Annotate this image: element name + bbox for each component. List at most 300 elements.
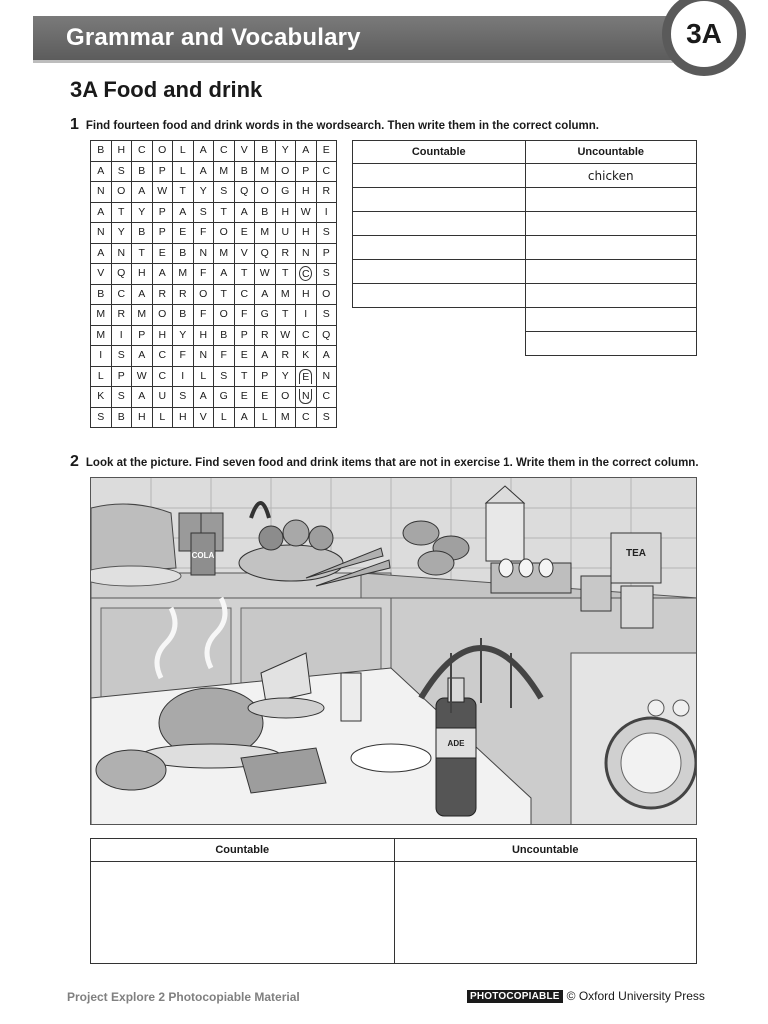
wordsearch-letter: A — [138, 349, 146, 362]
wordsearch-cell[interactable] — [111, 407, 132, 428]
wordsearch-letter: A — [138, 287, 146, 300]
wordsearch-letter: P — [158, 226, 166, 239]
wordsearch-cell[interactable] — [255, 284, 276, 305]
wordsearch-cell[interactable] — [152, 161, 173, 182]
uncountable-answer-cell[interactable] — [525, 332, 698, 356]
wordsearch-cell[interactable] — [91, 264, 112, 285]
wordsearch-cell[interactable] — [91, 182, 112, 203]
table-row — [352, 164, 697, 188]
wordsearch-letter: O — [260, 185, 269, 198]
wordsearch-letter: V — [97, 267, 105, 280]
countable-answer-cell[interactable] — [352, 188, 525, 212]
wordsearch-cell[interactable] — [234, 141, 255, 162]
wordsearch-cell[interactable] — [111, 182, 132, 203]
wordsearch-cell[interactable] — [275, 346, 296, 367]
wordsearch-letter: C — [301, 410, 310, 423]
uncountable-answer-cell[interactable] — [525, 212, 698, 236]
wordsearch-cell[interactable] — [152, 284, 173, 305]
wordsearch-cell[interactable] — [275, 202, 296, 223]
wordsearch-cell[interactable] — [214, 141, 235, 162]
wordsearch-letter: N — [199, 349, 208, 362]
wordsearch-letter: I — [181, 369, 185, 382]
bottle-label: ADE — [447, 739, 465, 748]
wordsearch-cell[interactable] — [275, 325, 296, 346]
exercise-2-instruction — [70, 453, 699, 471]
wordsearch-letter: P — [240, 328, 248, 341]
wordsearch-letter: A — [97, 205, 105, 218]
wordsearch-cell[interactable] — [152, 325, 173, 346]
wordsearch-letter: A — [220, 267, 228, 280]
wordsearch-letter: N — [301, 246, 310, 259]
wordsearch-letter: B — [117, 410, 125, 423]
wordsearch-row — [91, 223, 337, 244]
wordsearch-cell[interactable] — [111, 243, 132, 264]
wordsearch-cell[interactable] — [255, 305, 276, 326]
wordsearch-letter: N — [322, 369, 331, 382]
wordsearch-letter: I — [119, 328, 123, 341]
wordsearch-cell[interactable] — [316, 346, 337, 367]
table-row — [352, 260, 697, 284]
wordsearch-cell[interactable] — [173, 407, 194, 428]
uncountable-answer-cell[interactable] — [525, 308, 698, 332]
wordsearch-cell[interactable] — [132, 264, 153, 285]
countable-answer-cell[interactable] — [352, 260, 525, 284]
wordsearch-cell[interactable] — [91, 387, 112, 408]
wordsearch-cell[interactable] — [193, 264, 214, 285]
copyright-text: © Oxford University Press — [566, 989, 705, 1003]
wordsearch-letter: U — [158, 390, 167, 403]
table-row — [352, 332, 697, 356]
wordsearch-cell[interactable] — [316, 243, 337, 264]
wordsearch-cell[interactable] — [193, 305, 214, 326]
wordsearch-cell[interactable] — [152, 346, 173, 367]
wordsearch-cell[interactable] — [173, 366, 194, 387]
wordsearch-cell[interactable] — [152, 223, 173, 244]
wordsearch-cell[interactable] — [234, 161, 255, 182]
example-answer: chicken — [525, 164, 698, 188]
wordsearch-cell[interactable] — [234, 305, 255, 326]
wordsearch-letter: A — [261, 349, 269, 362]
countable-header: Countable — [91, 839, 394, 862]
wordsearch-row — [91, 346, 337, 367]
wordsearch-cell[interactable] — [214, 223, 235, 244]
wordsearch-letter: L — [159, 410, 166, 423]
wordsearch-letter: L — [179, 144, 186, 157]
wordsearch-letter: A — [322, 349, 330, 362]
wordsearch-cell[interactable] — [111, 284, 132, 305]
wordsearch-cell[interactable] — [296, 325, 317, 346]
kitchen-illustration — [90, 477, 697, 825]
wordsearch-cell[interactable] — [193, 223, 214, 244]
wordsearch-cell[interactable] — [275, 407, 296, 428]
wordsearch-letter: S — [179, 390, 187, 403]
table-row — [352, 284, 697, 308]
wordsearch-cell[interactable] — [173, 346, 194, 367]
wordsearch-cell[interactable] — [214, 346, 235, 367]
exercise-number: 2 — [70, 453, 79, 470]
wordsearch-row — [91, 387, 337, 408]
wordsearch-cell[interactable] — [275, 366, 296, 387]
wordsearch-letter: H — [301, 226, 310, 239]
wordsearch-letter: L — [261, 410, 268, 423]
wordsearch-cell[interactable] — [193, 284, 214, 305]
wordsearch-cell[interactable] — [152, 243, 173, 264]
wordsearch-cell[interactable] — [234, 223, 255, 244]
wordsearch-letter: B — [220, 328, 228, 341]
wordsearch-cell[interactable] — [275, 223, 296, 244]
wordsearch-cell[interactable] — [132, 387, 153, 408]
wordsearch-cell[interactable] — [275, 305, 296, 326]
wordsearch-cell[interactable] — [296, 182, 317, 203]
wordsearch-cell[interactable] — [234, 284, 255, 305]
wordsearch-cell[interactable] — [275, 243, 296, 264]
wordsearch-cell[interactable] — [111, 305, 132, 326]
wordsearch-cell[interactable] — [296, 387, 317, 408]
uncountable-answer-cell[interactable] — [525, 260, 698, 284]
wordsearch-cell[interactable] — [316, 407, 337, 428]
wordsearch-cell[interactable] — [193, 243, 214, 264]
wordsearch-letter: S — [220, 185, 228, 198]
wordsearch-letter: A — [261, 287, 269, 300]
wordsearch-letter: A — [97, 246, 105, 259]
wordsearch-letter: A — [138, 390, 146, 403]
instruction-text: Look at the picture. Find seven food and drink items that are not in exercise 1. Write them in the correct column. — [85, 457, 699, 469]
wordsearch-letter: W — [136, 369, 147, 382]
wordsearch-cell[interactable] — [255, 366, 276, 387]
wordsearch-letter: C — [137, 144, 146, 157]
wordsearch-cell[interactable] — [296, 202, 317, 223]
wordsearch-cell[interactable] — [214, 161, 235, 182]
wordsearch-cell[interactable] — [91, 243, 112, 264]
wordsearch-cell[interactable] — [91, 305, 112, 326]
wordsearch-letter: E — [322, 144, 330, 157]
wordsearch-letter: B — [261, 205, 269, 218]
wordsearch-cell[interactable] — [152, 202, 173, 223]
wordsearch-cell[interactable] — [132, 223, 153, 244]
wordsearch-cell[interactable] — [214, 325, 235, 346]
wordsearch-cell[interactable] — [173, 202, 194, 223]
wordsearch-cell[interactable] — [173, 325, 194, 346]
wordsearch-cell[interactable] — [255, 141, 276, 162]
wordsearch-cell[interactable] — [316, 366, 337, 387]
wordsearch-letter: Y — [179, 328, 187, 341]
wordsearch-letter: T — [241, 267, 248, 280]
wordsearch-letter: T — [220, 205, 227, 218]
wordsearch-letter: B — [240, 164, 248, 177]
wordsearch-cell[interactable] — [193, 407, 214, 428]
wordsearch-cell[interactable] — [173, 305, 194, 326]
wordsearch-cell[interactable] — [193, 325, 214, 346]
wordsearch-cell[interactable] — [152, 387, 173, 408]
wordsearch-letter: O — [281, 390, 290, 403]
wordsearch-letter: P — [117, 369, 125, 382]
wordsearch-cell[interactable] — [193, 182, 214, 203]
wordsearch-cell[interactable] — [152, 141, 173, 162]
wordsearch-cell[interactable] — [152, 182, 173, 203]
wordsearch-letter: V — [199, 410, 207, 423]
wordsearch-letter: B — [179, 308, 187, 321]
wordsearch-cell[interactable] — [275, 182, 296, 203]
wordsearch-cell[interactable] — [255, 325, 276, 346]
wordsearch-cell[interactable] — [316, 202, 337, 223]
wordsearch-cell[interactable] — [132, 346, 153, 367]
wordsearch-letter: S — [199, 205, 207, 218]
wordsearch-cell[interactable] — [193, 202, 214, 223]
wordsearch-cell[interactable] — [173, 243, 194, 264]
table-row — [352, 212, 697, 236]
wordsearch-letter: F — [200, 267, 207, 280]
wordsearch-cell[interactable] — [132, 243, 153, 264]
wordsearch-letter: I — [324, 205, 328, 218]
wordsearch-letter: O — [219, 308, 228, 321]
wordsearch-letter: H — [137, 410, 146, 423]
wordsearch-cell[interactable] — [296, 366, 317, 387]
header-title: Grammar and Vocabulary — [66, 24, 361, 51]
wordsearch-letter: A — [199, 164, 207, 177]
exercise-1-instruction — [70, 116, 599, 134]
wordsearch-cell[interactable] — [91, 284, 112, 305]
photocopiable-badge: PHOTOCOPIABLE — [467, 990, 563, 1003]
wordsearch-cell[interactable] — [234, 325, 255, 346]
wordsearch-cell[interactable] — [91, 202, 112, 223]
wordsearch-cell[interactable] — [316, 182, 337, 203]
wordsearch-cell[interactable] — [214, 264, 235, 285]
wordsearch-cell[interactable] — [173, 264, 194, 285]
wordsearch-cell[interactable] — [152, 305, 173, 326]
wordsearch-cell[interactable] — [234, 202, 255, 223]
wordsearch-letter: T — [118, 205, 125, 218]
wordsearch-letter: H — [178, 410, 187, 423]
wordsearch-cell[interactable] — [316, 387, 337, 408]
wordsearch-cell[interactable] — [111, 325, 132, 346]
wordsearch-cell[interactable] — [111, 346, 132, 367]
wordsearch-letter: W — [259, 267, 270, 280]
wordsearch-cell[interactable] — [214, 284, 235, 305]
wordsearch-cell[interactable] — [193, 366, 214, 387]
wordsearch-cell[interactable] — [193, 141, 214, 162]
wordsearch-cell[interactable] — [275, 284, 296, 305]
tea-label: TEA — [626, 548, 646, 559]
countable-answer-cell[interactable] — [352, 164, 525, 188]
wordsearch-cell[interactable] — [214, 305, 235, 326]
wordsearch-cell[interactable] — [234, 407, 255, 428]
wordsearch-cell[interactable] — [132, 366, 153, 387]
wordsearch-cell[interactable] — [214, 202, 235, 223]
wordsearch-cell[interactable] — [275, 141, 296, 162]
wordsearch-cell[interactable] — [255, 387, 276, 408]
wordsearch-cell[interactable] — [111, 141, 132, 162]
wordsearch-cell[interactable] — [255, 407, 276, 428]
wordsearch-cell[interactable] — [255, 243, 276, 264]
wordsearch-cell[interactable] — [152, 264, 173, 285]
wordsearch-letter: S — [322, 226, 330, 239]
wordsearch-letter: P — [138, 328, 146, 341]
wordsearch-letter: M — [137, 308, 147, 321]
wordsearch-cell[interactable] — [173, 284, 194, 305]
wordsearch-cell[interactable] — [193, 346, 214, 367]
wordsearch-letter: R — [322, 185, 331, 198]
wordsearch-letter: P — [261, 369, 269, 382]
unit-badge: 3A — [662, 0, 746, 76]
wordsearch-letter: B — [138, 164, 146, 177]
wordsearch-letter: N — [117, 246, 126, 259]
wordsearch-cell[interactable] — [296, 223, 317, 244]
wordsearch-cell[interactable] — [132, 284, 153, 305]
wordsearch-cell[interactable] — [132, 202, 153, 223]
countable-header: Countable — [352, 140, 525, 164]
wordsearch-cell[interactable] — [255, 161, 276, 182]
wordsearch-cell[interactable] — [214, 407, 235, 428]
wordsearch-row — [91, 182, 337, 203]
wordsearch-cell[interactable] — [316, 161, 337, 182]
wordsearch-cell[interactable] — [132, 325, 153, 346]
wordsearch-letter: L — [220, 410, 227, 423]
wordsearch-cell[interactable] — [316, 264, 337, 285]
wordsearch-cell[interactable] — [234, 346, 255, 367]
wordsearch-letter: O — [158, 308, 167, 321]
wordsearch-cell[interactable] — [111, 161, 132, 182]
wordsearch-cell[interactable] — [173, 161, 194, 182]
wordsearch-cell[interactable] — [214, 387, 235, 408]
wordsearch-letter: O — [158, 144, 167, 157]
wordsearch-letter: T — [241, 369, 248, 382]
wordsearch-letter: S — [322, 267, 330, 280]
table-header-row — [352, 140, 697, 164]
wordsearch-cell[interactable] — [296, 284, 317, 305]
wordsearch-cell[interactable] — [316, 141, 337, 162]
wordsearch-cell[interactable] — [111, 366, 132, 387]
wordsearch-letter: M — [219, 164, 229, 177]
wordsearch-cell[interactable] — [193, 161, 214, 182]
wordsearch-letter: C — [322, 390, 331, 403]
wordsearch-cell[interactable] — [132, 305, 153, 326]
wordsearch-cell[interactable] — [132, 407, 153, 428]
wordsearch-letter: A — [179, 205, 187, 218]
wordsearch-cell[interactable] — [316, 223, 337, 244]
wordsearch-row — [91, 202, 337, 223]
wordsearch-cell[interactable] — [111, 264, 132, 285]
countable-answer-cell[interactable] — [352, 284, 525, 308]
table-row — [352, 188, 697, 212]
wordsearch-letter: N — [299, 389, 312, 404]
uncountable-answer-cell[interactable] — [525, 188, 698, 212]
wordsearch-letter: Q — [260, 246, 269, 259]
wordsearch-cell[interactable] — [91, 325, 112, 346]
wordsearch-cell[interactable] — [234, 182, 255, 203]
wordsearch-cell[interactable] — [255, 264, 276, 285]
countable-answer-cell[interactable] — [352, 236, 525, 260]
exercise-number: 1 — [70, 116, 79, 133]
answer-table-1 — [352, 140, 697, 356]
wordsearch-cell[interactable] — [132, 161, 153, 182]
wordsearch-cell[interactable] — [275, 161, 296, 182]
wordsearch-cell[interactable] — [214, 366, 235, 387]
wordsearch-cell[interactable] — [296, 407, 317, 428]
wordsearch-letter: A — [199, 144, 207, 157]
wordsearch-cell[interactable] — [214, 182, 235, 203]
wordsearch-cell[interactable] — [214, 243, 235, 264]
wordsearch-cell[interactable] — [132, 182, 153, 203]
wordsearch-cell[interactable] — [173, 182, 194, 203]
wordsearch-letter: S — [117, 164, 125, 177]
uncountable-answer-cell[interactable] — [525, 284, 698, 308]
wordsearch-letter: T — [179, 185, 186, 198]
wordsearch-letter: L — [97, 369, 104, 382]
wordsearch-letter: V — [240, 144, 248, 157]
wordsearch-cell[interactable] — [316, 305, 337, 326]
wordsearch-cell[interactable] — [173, 387, 194, 408]
wordsearch-letter: T — [282, 308, 289, 321]
wordsearch-cell[interactable] — [193, 387, 214, 408]
wordsearch-cell[interactable] — [91, 346, 112, 367]
wordsearch-cell[interactable] — [111, 223, 132, 244]
wordsearch-cell[interactable] — [91, 366, 112, 387]
wordsearch-cell[interactable] — [234, 366, 255, 387]
wordsearch-cell[interactable] — [91, 407, 112, 428]
wordsearch-cell[interactable] — [173, 141, 194, 162]
wordsearch-cell[interactable] — [173, 223, 194, 244]
countable-answer-cell[interactable] — [352, 212, 525, 236]
wordsearch-cell[interactable] — [152, 366, 173, 387]
wordsearch-letter: E — [240, 349, 248, 362]
wordsearch-letter: K — [97, 390, 105, 403]
wordsearch-cell[interactable] — [111, 387, 132, 408]
wordsearch-cell[interactable] — [316, 325, 337, 346]
wordsearch-cell[interactable] — [255, 202, 276, 223]
wordsearch-cell[interactable] — [91, 141, 112, 162]
wordsearch-cell[interactable] — [234, 387, 255, 408]
wordsearch-letter: H — [199, 328, 208, 341]
wordsearch-letter: O — [117, 185, 126, 198]
wordsearch-letter: B — [138, 226, 146, 239]
wordsearch-cell[interactable] — [234, 264, 255, 285]
wordsearch-letter: E — [261, 390, 269, 403]
wordsearch-cell[interactable] — [316, 284, 337, 305]
wordsearch-cell[interactable] — [275, 387, 296, 408]
wordsearch-letter: W — [300, 205, 311, 218]
wordsearch-cell[interactable] — [111, 202, 132, 223]
wordsearch-letter: V — [240, 246, 248, 259]
wordsearch-cell[interactable] — [255, 223, 276, 244]
wordsearch-cell[interactable] — [132, 141, 153, 162]
wordsearch-cell[interactable] — [255, 182, 276, 203]
wordsearch-letter: M — [280, 410, 290, 423]
wordsearch-cell[interactable] — [152, 407, 173, 428]
uncountable-answer-cell[interactable] — [525, 236, 698, 260]
wordsearch-letter: B — [97, 144, 105, 157]
wordsearch-row — [91, 284, 337, 305]
wordsearch-letter: W — [280, 328, 291, 341]
wordsearch-cell[interactable] — [234, 243, 255, 264]
uncountable-column — [394, 839, 697, 963]
wordsearch-cell[interactable] — [296, 161, 317, 182]
wordsearch-cell[interactable] — [296, 243, 317, 264]
wordsearch-cell[interactable] — [91, 223, 112, 244]
wordsearch-cell[interactable] — [91, 161, 112, 182]
wordsearch-cell[interactable] — [296, 346, 317, 367]
wordsearch-cell[interactable] — [275, 264, 296, 285]
wordsearch-row — [91, 141, 337, 162]
wordsearch-letter: M — [178, 267, 188, 280]
wordsearch-letter: P — [158, 164, 166, 177]
wordsearch-letter: O — [199, 287, 208, 300]
wordsearch-letter: A — [199, 390, 207, 403]
wordsearch-letter: M — [260, 226, 270, 239]
wordsearch-cell[interactable] — [296, 141, 317, 162]
wordsearch-cell[interactable] — [296, 305, 317, 326]
wordsearch-cell[interactable] — [296, 264, 317, 285]
wordsearch-cell[interactable] — [255, 346, 276, 367]
